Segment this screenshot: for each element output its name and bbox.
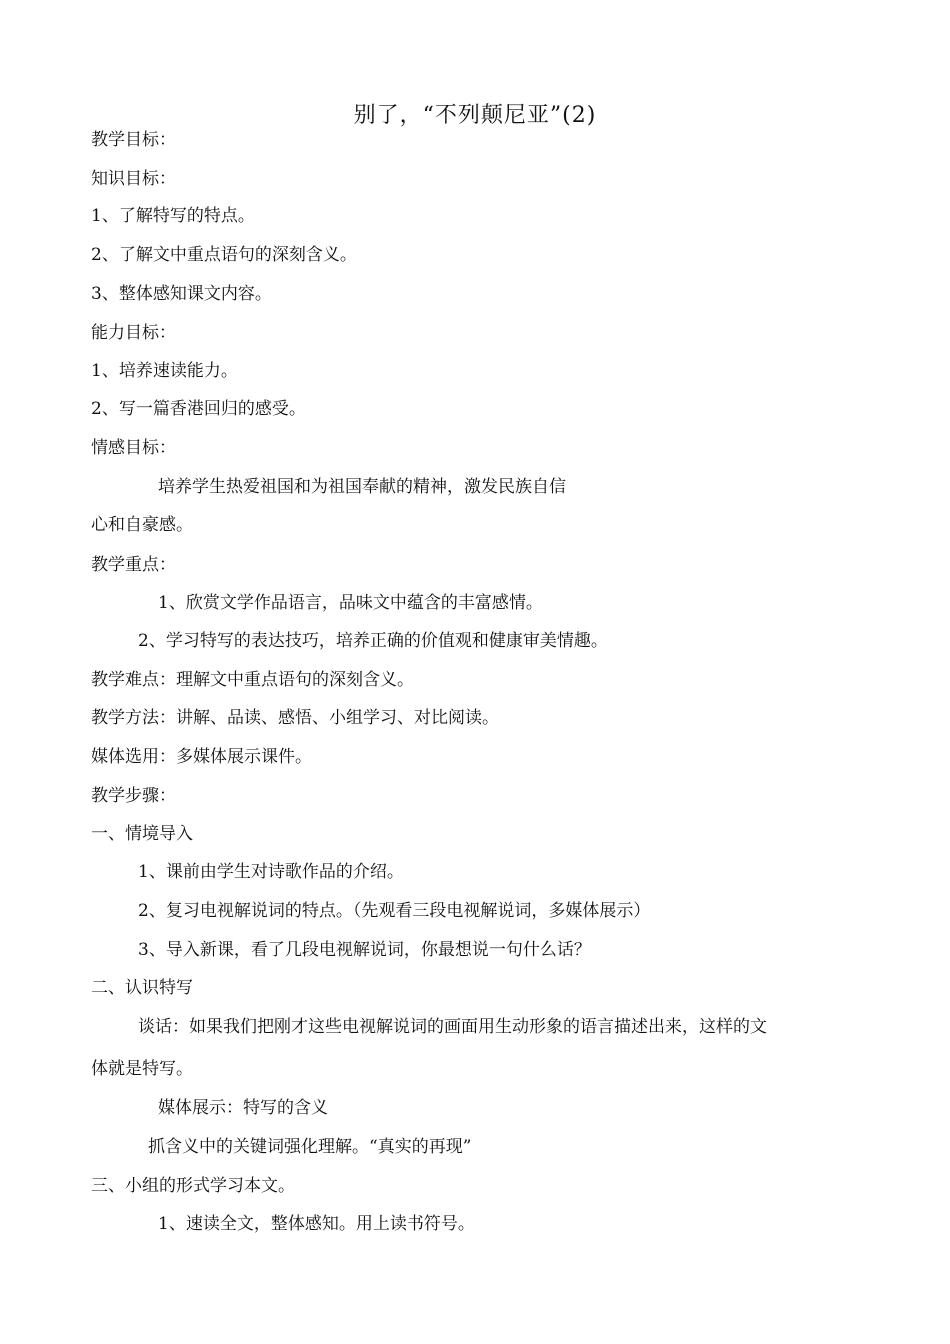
text-line: 能力目标： — [91, 323, 176, 343]
text-line: 媒体展示：特写的含义 — [158, 1098, 328, 1118]
text-line: 3、导入新课，看了几段电视解说词，你最想说一句什么话？ — [138, 940, 591, 960]
text-line: 谈话：如果我们把刚才这些电视解说词的画面用生动形象的语言描述出来，这样的文 — [138, 1017, 767, 1037]
text-line: 教学目标： — [91, 130, 176, 150]
text-line: 心和自豪感。 — [91, 515, 193, 535]
text-line: 知识目标： — [91, 169, 176, 189]
text-line: 1、课前由学生对诗歌作品的介绍。 — [138, 862, 404, 882]
text-line: 教学方法：讲解、品读、感悟、小组学习、对比阅读。 — [91, 708, 499, 728]
text-line: 一、情境导入 — [91, 824, 193, 844]
text-line: 教学重点： — [91, 555, 176, 575]
text-line: 1、速读全文，整体感知。用上读书符号。 — [158, 1214, 475, 1234]
text-line: 2、复习电视解说词的特点。（先观看三段电视解说词，多媒体展示） — [138, 901, 651, 921]
text-line: 2、写一篇香港回归的感受。 — [91, 399, 306, 419]
text-line: 教学步骤： — [91, 786, 176, 806]
text-line: 2、学习特写的表达技巧，培养正确的价值观和健康审美情趣。 — [138, 631, 608, 651]
text-line: 3、整体感知课文内容。 — [91, 284, 272, 304]
text-line: 体就是特写。 — [91, 1059, 193, 1079]
text-line: 教学难点：理解文中重点语句的深刻含义。 — [91, 670, 414, 690]
text-line: 1、了解特写的特点。 — [91, 206, 255, 226]
text-line: 1、欣赏文学作品语言，品味文中蕴含的丰富感情。 — [158, 593, 543, 613]
document-title: 别了，“不列颠尼亚”(2) — [353, 103, 597, 128]
text-line: 媒体选用：多媒体展示课件。 — [91, 747, 312, 767]
text-line: 1、培养速读能力。 — [91, 361, 238, 381]
text-line: 二、认识特写 — [91, 978, 193, 998]
text-line: 培养学生热爱祖国和为祖国奉献的精神，激发民族自信 — [158, 477, 566, 497]
text-line: 2、了解文中重点语句的深刻含义。 — [91, 245, 357, 265]
text-line: 情感目标： — [91, 438, 176, 458]
text-line: 抓含义中的关键词强化理解。“真实的再现” — [148, 1137, 472, 1157]
text-line: 三、小组的形式学习本文。 — [91, 1176, 295, 1196]
